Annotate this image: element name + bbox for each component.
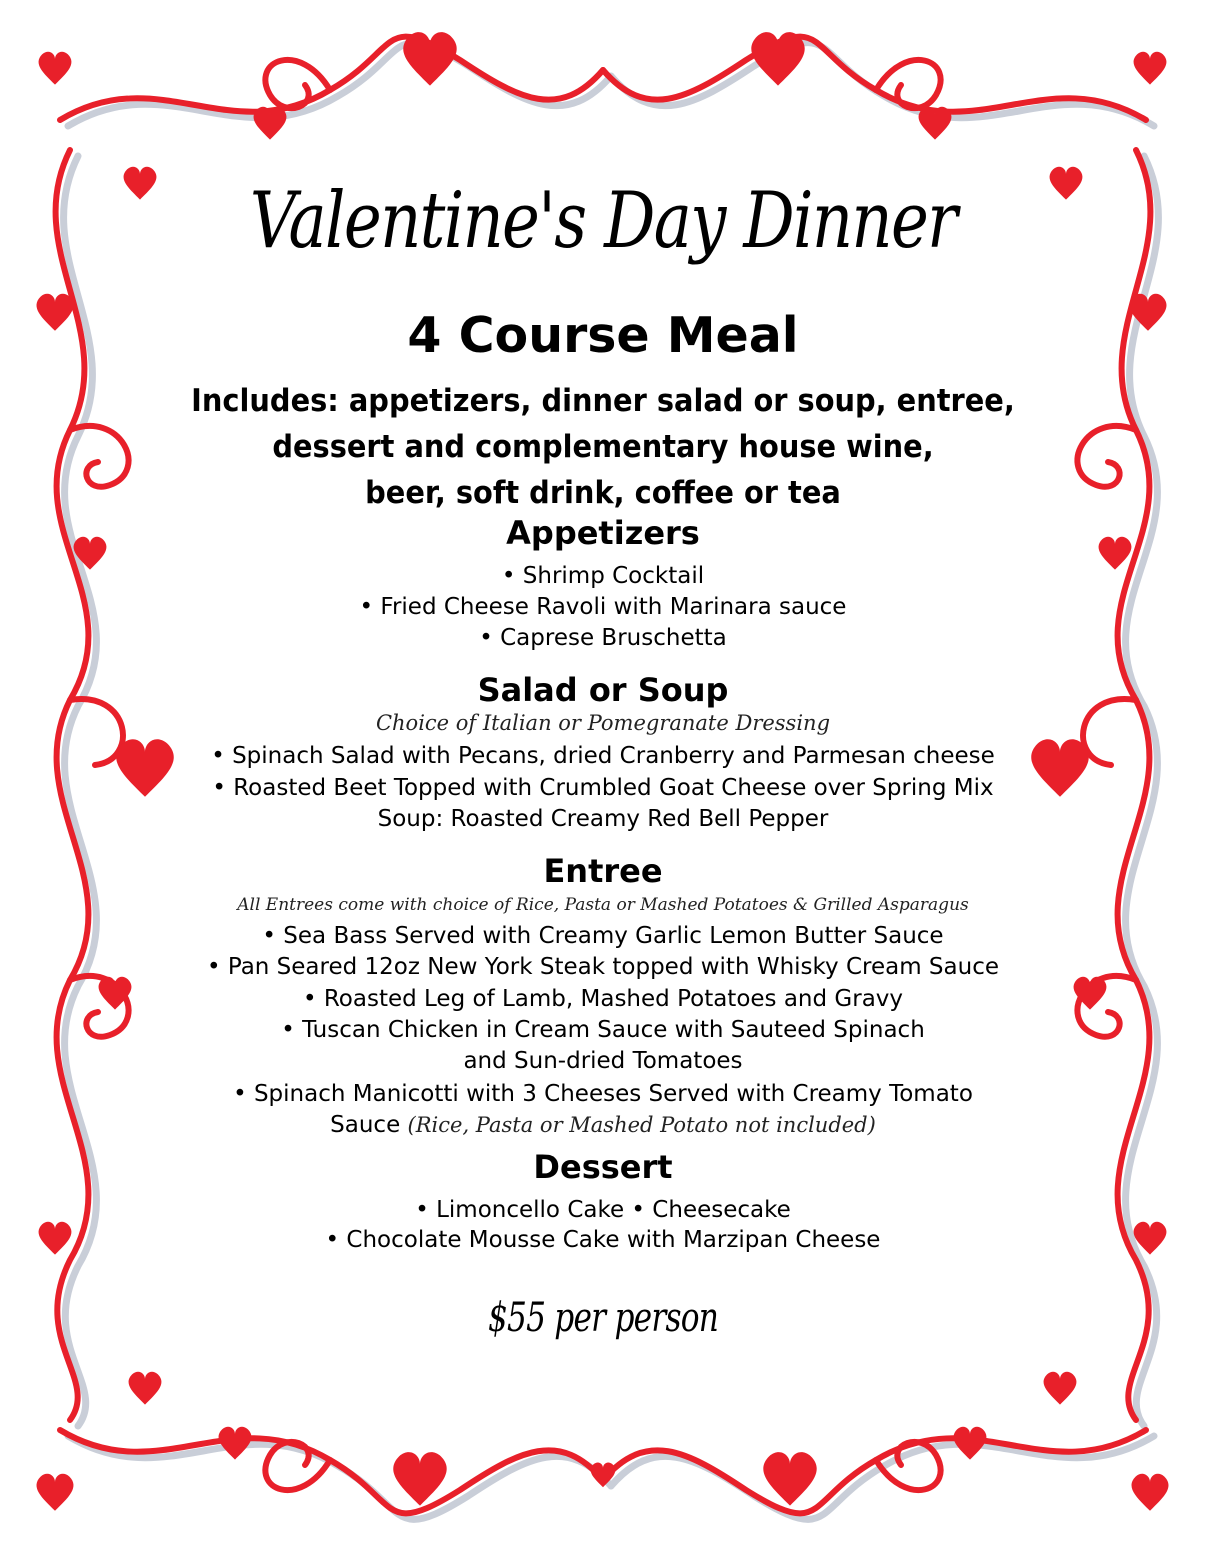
entree-item-continued: and Sun-dried Tomatoes <box>463 1048 743 1074</box>
entree-item: • Roasted Leg of Lamb, Mashed Potatoes and Gravy <box>302 986 904 1012</box>
price-label: $55 per person <box>487 1295 719 1341</box>
entree-item-continued <box>150 1110 1056 1141</box>
appetizers-heading: Appetizers <box>506 514 700 552</box>
entree-item: • Tuscan Chicken in Cream Sauce with Sauteed Spinach <box>281 1017 925 1043</box>
entree-item: • Pan Seared 12oz New York Steak topped with Whisky Cream Sauce <box>206 954 999 980</box>
includes-text <box>182 378 1025 516</box>
entree-item: • Spinach Manicotti with 3 Cheeses Served with Creamy Tomato <box>233 1081 973 1107</box>
salad-dressing-note: Choice of Italian or Pomegranate Dressing <box>375 711 831 735</box>
appetizer-item: • Caprese Bruschetta <box>479 625 727 651</box>
appetizer-item: • Fried Cheese Ravoli with Marinara sauce <box>359 594 847 620</box>
dessert-heading: Dessert <box>533 1148 673 1186</box>
menu-title: Valentine's Day Dinner <box>249 176 957 266</box>
entree-sides-note: All Entrees come with choice of Rice, Pasta or Mashed Potatoes & Grilled Asparagus <box>237 895 969 915</box>
entree-item: • Sea Bass Served with Creamy Garlic Lemon Butter Sauce <box>262 923 944 949</box>
includes-line: beer, soft drink, coffee or tea <box>365 475 841 511</box>
dessert-item: • Limoncello Cake • Cheesecake <box>415 1197 791 1223</box>
salad-item: • Roasted Beet Topped with Crumbled Goat Cheese over Spring Mix <box>212 775 994 801</box>
salad-item: • Spinach Salad with Pecans, dried Cranberry and Parmesan cheese <box>211 743 995 769</box>
entree-item-text: Sauce <box>330 1112 401 1138</box>
salad-heading: Salad or Soup <box>477 671 729 709</box>
includes-line: dessert and complementary house wine, <box>272 429 934 465</box>
menu-card <box>150 0 1056 1554</box>
entree-exclusion-note: (Rice, Pasta or Mashed Potato not included) <box>407 1113 876 1137</box>
soup-item: Soup: Roasted Creamy Red Bell Pepper <box>377 806 829 832</box>
dessert-item: • Chocolate Mousse Cake with Marzipan Cheese <box>325 1227 881 1253</box>
menu-subtitle: 4 Course Meal <box>407 307 799 364</box>
appetizer-item: • Shrimp Cocktail <box>501 563 705 589</box>
entree-heading: Entree <box>543 852 663 890</box>
includes-line: Includes: appetizers, dinner salad or soup, entree, <box>191 383 1015 419</box>
